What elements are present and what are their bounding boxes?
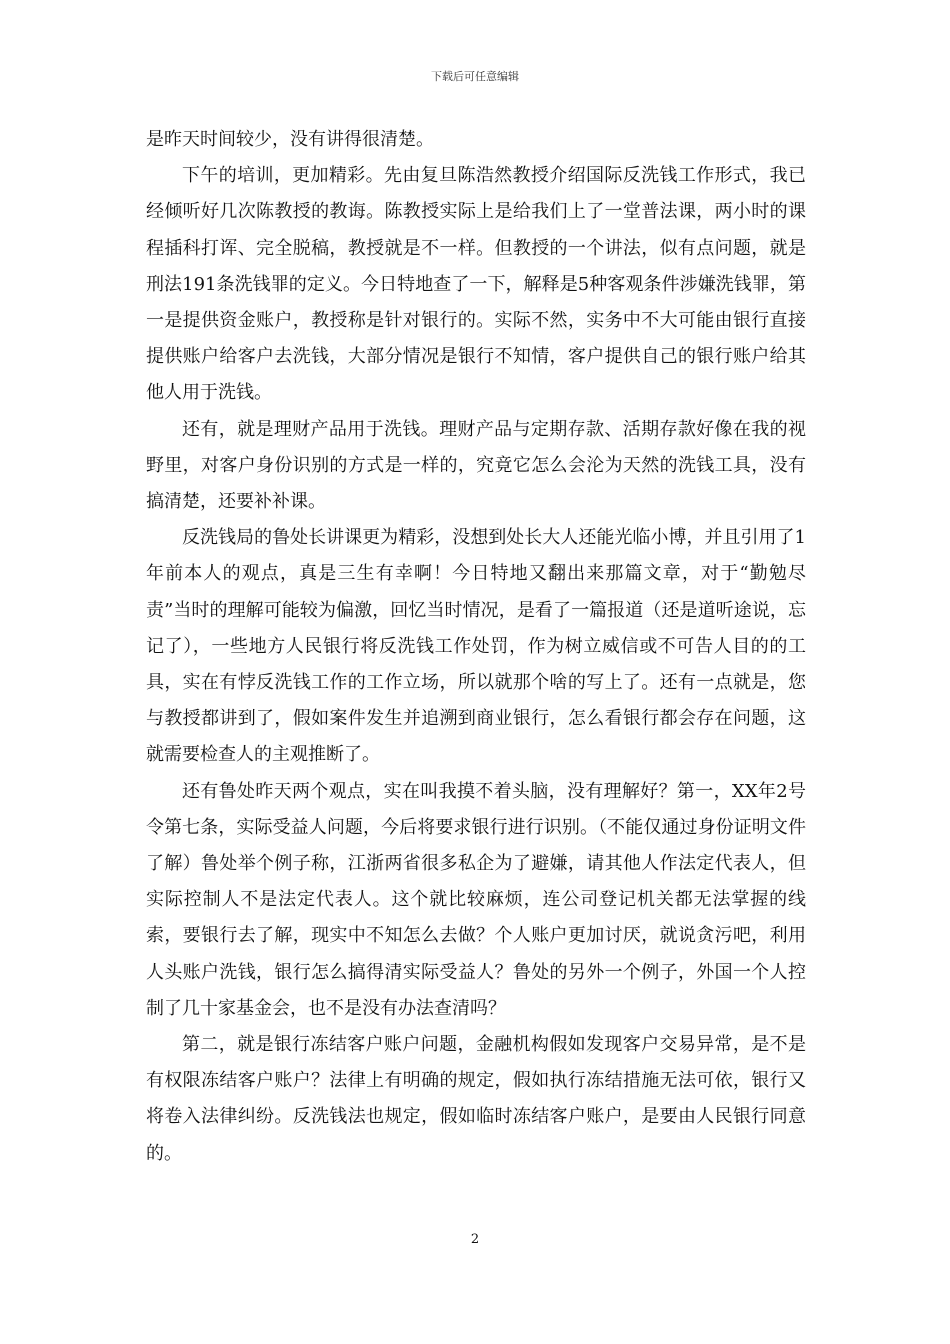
document-body xyxy=(146,122,806,1172)
page-header: 下载后可任意编辑 xyxy=(431,70,519,83)
paragraph: 第二，就是银行冻结客户账户问题，金融机构假如发现客户交易异常，是不是有权限冻结客户账户？法律上有明确的规定，假如执行冻结措施无法可依，银行又将卷入法律纠纷。反洗钱法也规定，假如临时冻结客户账户，是要由人民银行同意的。 xyxy=(146,1034,806,1164)
page-number: 2 xyxy=(470,1232,480,1247)
paragraph: 下午的培训，更加精彩。先由复旦陈浩然教授介绍国际反洗钱工作形式，我已经倾听好几次陈教授的教诲。陈教授实际上是给我们上了一堂普法课，两小时的课程插科打诨、完全脱稿，教授就是不一样。但教授的一个讲法，似有点问题，就是刑法191条洗钱罪的定义。今日特地查了一下，解释是5种客观条件涉嫌洗钱罪，第一是提供资金账户，教授称是针对银行的。实际不然，实务中不大可能由银行直接提供账户给客户去洗钱，大部分情况是银行不知情，客户提供自己的银行账户给其他人用于洗钱。 xyxy=(146,165,806,404)
paragraph: 还有鲁处昨天两个观点，实在叫我摸不着头脑，没有理解好？第一，XX年2号令第七条，实际受益人问题，今后将要求银行进行识别。（不能仅通过身份证明文件了解）鲁处举个例子称，江浙两省很多私企为了避嫌，请其他人作法定代表人，但实际控制人不是法定代表人。这个就比较麻烦，连公司登记机关都无法掌握的线索，要银行去了解，现实中不知怎么去做？个人账户更加讨厌，就说贪污吧，利用人头账户洗钱，银行怎么搞得清实际受益人？鲁处的另外一个例子，外国一个人控制了几十家基金会，也不是没有办法查清吗？ xyxy=(146,780,806,1019)
paragraph-continued: 是昨天时间较少，没有讲得很清楚。 xyxy=(146,129,434,150)
paragraph: 反洗钱局的鲁处长讲课更为精彩，没想到处长大人还能光临小博，并且引用了1年前本人的观点，真是三生有幸啊！今日特地又翻出来那篇文章，对于“勤勉尽责”当时的理解可能较为偏激，回忆当时情况，是看了一篇报道（还是道听途说，忘记了），一些地方人民银行将反洗钱工作处罚，作为树立威信或不可告人目的的工具，实在有悖反洗钱工作的工作立场，所以就那个啥的写上了。还有一点就是，您与教授都讲到了，假如案件发生并追溯到商业银行，怎么看银行都会存在问题，这就需要检查人的主观推断了。 xyxy=(146,527,806,766)
paragraph: 还有，就是理财产品用于洗钱。理财产品与定期存款、活期存款好像在我的视野里，对客户身份识别的方式是一样的，究竟它怎么会沦为天然的洗钱工具，没有搞清楚，还要补补课。 xyxy=(146,418,806,513)
